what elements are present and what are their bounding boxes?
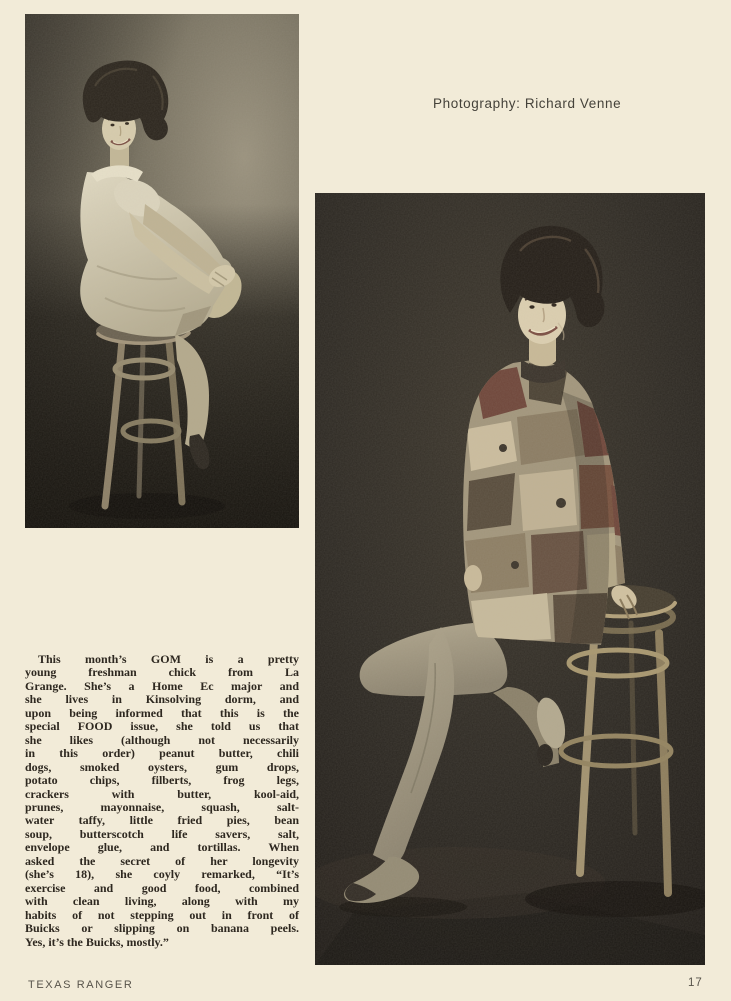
article-line: crackers with butter, kool-aid, bbox=[25, 786, 299, 801]
article-line: soup, butterscotch life savers, salt, bbox=[25, 826, 299, 841]
article-line: habits of not stepping out in front of bbox=[25, 907, 299, 922]
article-line: This month’s GOM is a pretty bbox=[38, 652, 299, 666]
right-photo-image bbox=[315, 193, 705, 965]
article-line: special FOOD issue, she told us that bbox=[25, 719, 299, 734]
article-line: prunes, mayonnaise, squash, salt- bbox=[25, 799, 299, 814]
article-line: exercise and good food, combined bbox=[25, 880, 299, 895]
article-line: Buicks or slipping on banana peels. bbox=[25, 921, 299, 936]
article-line: upon being informed that this is the bbox=[25, 705, 299, 720]
article-line: in this order) peanut butter, chili bbox=[25, 746, 299, 761]
article-line: (she’s 18), she coyly remarked, “It’s bbox=[25, 867, 299, 882]
photography-credit: Photography: Richard Venne bbox=[433, 96, 622, 111]
article-line: water taffy, little fried pies, bean bbox=[25, 813, 299, 828]
footer-page-number: 17 bbox=[688, 977, 703, 989]
photo-left-girl-on-stool bbox=[25, 14, 299, 528]
photo-right-girl-on-stool bbox=[315, 193, 705, 965]
article-line: she likes (although not necessarily bbox=[25, 732, 299, 747]
article-line: asked the secret of her longevity bbox=[25, 853, 299, 868]
article-text bbox=[25, 653, 299, 949]
footer-magazine-title: TEXAS RANGER bbox=[28, 979, 134, 991]
article-line: she lives in Kinsolving dorm, and bbox=[25, 692, 299, 707]
article-line: potato chips, filberts, frog legs, bbox=[25, 773, 299, 788]
article-line: envelope glue, and tortillas. When bbox=[25, 840, 299, 855]
article-line: with clean living, along with my bbox=[25, 894, 299, 909]
article-line: Grange. She’s a Home Ec major and bbox=[25, 678, 299, 693]
left-photo-image bbox=[25, 14, 299, 528]
article-line: dogs, smoked oysters, gum drops, bbox=[25, 759, 299, 774]
article-line: young freshman chick from La bbox=[25, 665, 299, 680]
article-line: Yes, it’s the Buicks, mostly.” bbox=[25, 934, 169, 949]
